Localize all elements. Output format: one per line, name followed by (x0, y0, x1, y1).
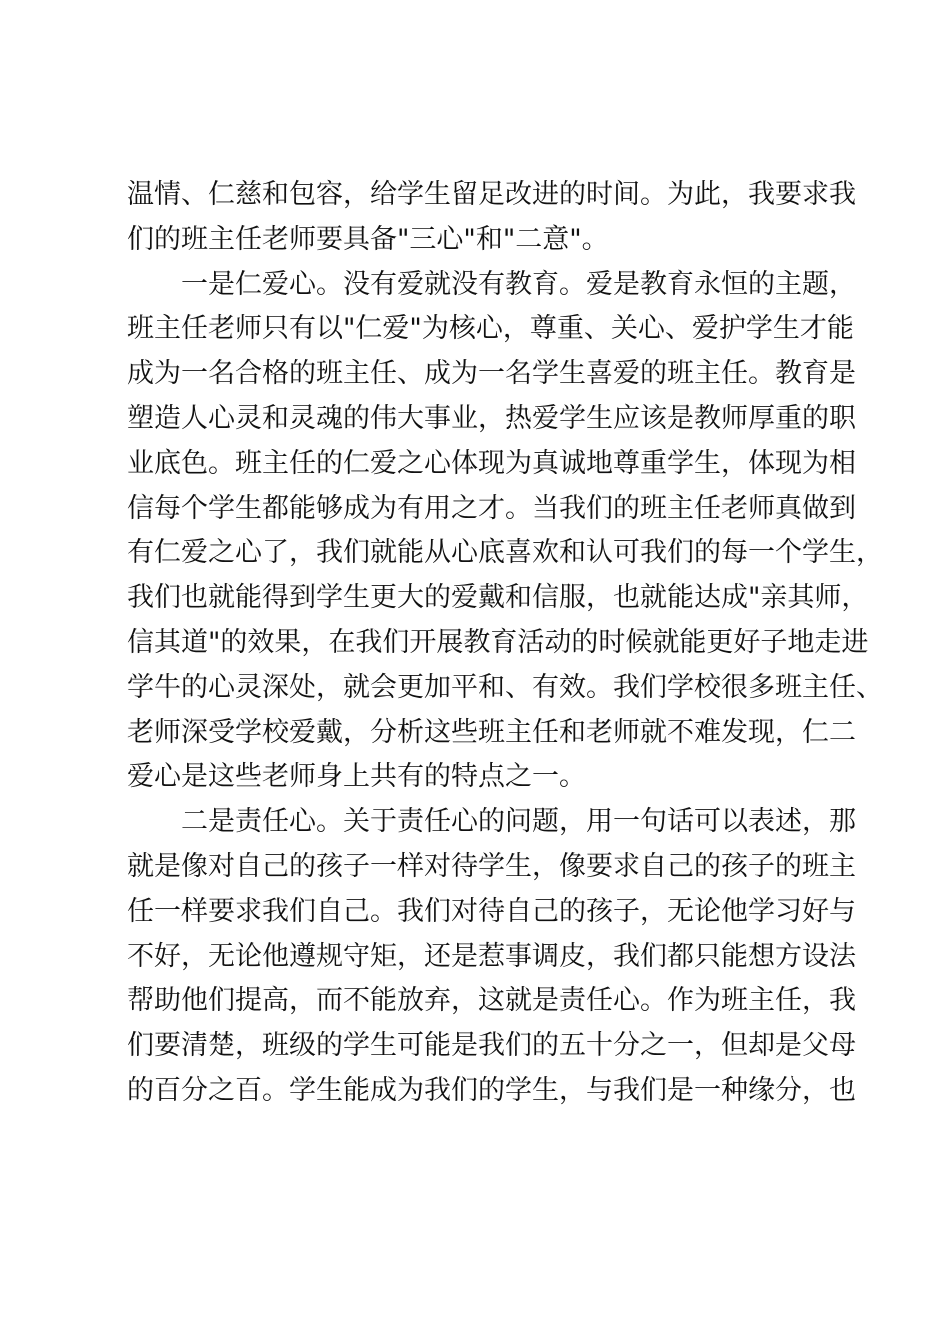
text-line-3: 一是仁爱心。没有爱就没有教育。爱是教育永恒的主题， (127, 268, 856, 300)
text-line-15: 二是责任心。关于责任心的问题，用一句话可以表述，那 (127, 806, 856, 838)
text-line-1: 温情、仁慈和包容，给学生留足改进的时间。为此，我要求我 (127, 179, 856, 210)
text-line-14: 爱心是这些老师身上共有的特点之一。 (127, 761, 586, 793)
text-line-2: 们的班主任老师要具备"三心"和"二意"。 (127, 223, 609, 255)
text-line-5: 成为一名合格的班主任、成为一名学生喜爱的班主任。教育是 (127, 358, 856, 390)
text-line-10: 我们也就能得到学生更大的爱戴和信服，也就能达成"亲其师， (127, 582, 869, 614)
text-line-21: 的百分之百。学生能成为我们的学生，与我们是一种缘分，也 (127, 1074, 856, 1106)
text-line-4: 班主任老师只有以"仁爱"为核心，尊重、关心、爱护学生才能 (127, 313, 854, 345)
body-text (127, 173, 883, 1114)
text-line-9: 有仁爱之心了，我们就能从心底喜欢和认可我们的每一个学生， (127, 537, 883, 569)
text-line-6: 塑造人心灵和灵魂的伟大事业，热爱学生应该是教师厚重的职 (127, 402, 856, 434)
text-line-8: 信每个学生都能够成为有用之才。当我们的班主任老师真做到 (127, 492, 856, 524)
text-line-11: 信其道"的效果，在我们开展教育活动的时候就能更好子地走进 (127, 626, 869, 658)
text-line-16: 就是像对自己的孩子一样对待学生，像要求自己的孩子的班主 (127, 850, 856, 882)
text-line-12: 学牛的心灵深处，就会更加平和、有效。我们学校很多班主任、 (127, 671, 883, 703)
text-line-17: 任一样要求我们自己。我们对待自己的孩子，无论他学习好与 (127, 895, 856, 927)
text-line-7: 业底色。班主任的仁爱之心体现为真诚地尊重学生，体现为相 (127, 447, 856, 479)
text-line-18: 不好，无论他遵规守矩，还是惹事调皮，我们都只能想方设法 (127, 940, 856, 972)
text-line-19: 帮助他们提高，而不能放弃，这就是责任心。作为班主任，我 (127, 985, 856, 1017)
text-line-13: 老师深受学校爱戴，分析这些班主任和老师就不难发现，仁二 (127, 716, 856, 748)
text-line-20: 们要清楚，班级的学生可能是我们的五十分之一，但却是父母 (127, 1030, 856, 1062)
